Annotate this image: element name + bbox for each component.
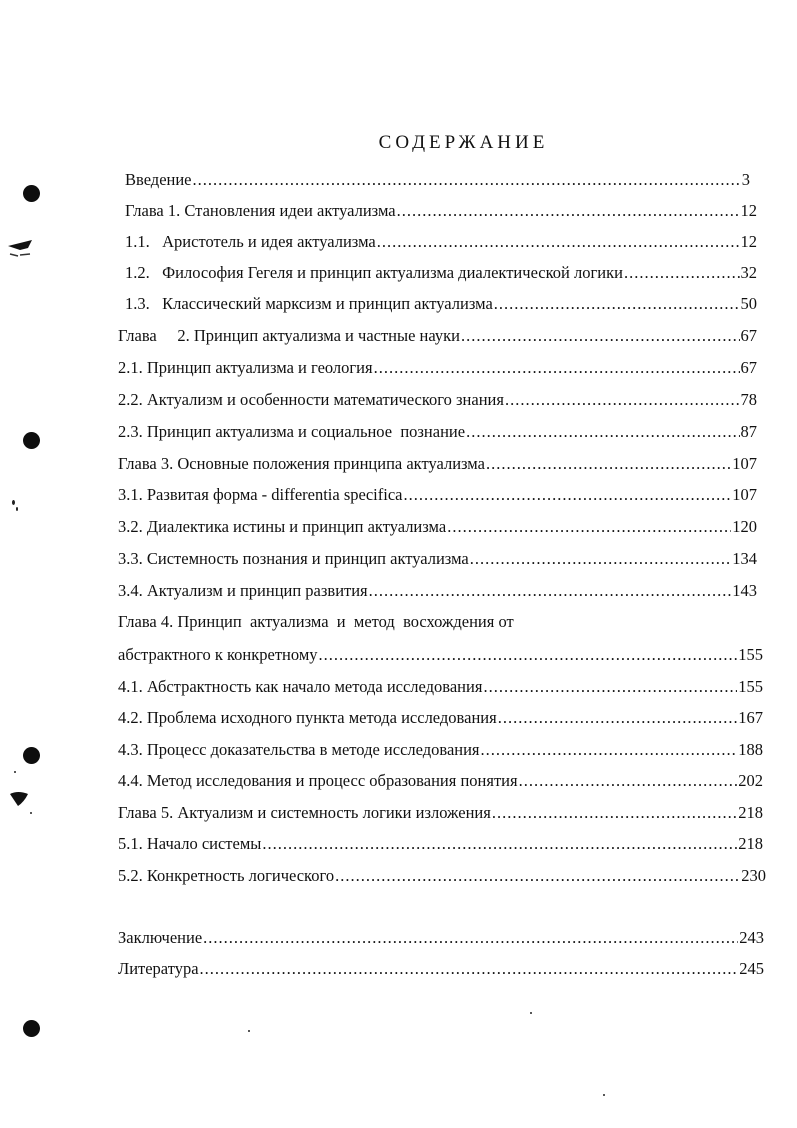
dot-leader: [461, 324, 740, 348]
scan-speck: [14, 771, 16, 773]
toc-label: 3.1. Развитая форма - differentia specifica: [118, 485, 403, 504]
toc-label: 5.1. Начало системы: [118, 834, 262, 853]
toc-entry-1-3: [125, 292, 757, 316]
toc-label: Глава 5. Актуализм и системность логики изложения: [118, 803, 491, 822]
ink-blot-icon: [6, 236, 36, 262]
dot-leader: [193, 168, 741, 192]
toc-entry-2-2: [118, 388, 757, 412]
toc-entry-4-2: [118, 706, 763, 730]
toc-entry-5-1: [118, 832, 763, 856]
toc-entry-4-3: [118, 738, 763, 762]
toc-label: 2.2. Актуализм и особенности математического знания: [118, 390, 504, 409]
toc-entry-chapter-1: [125, 199, 757, 223]
toc-entry-3-3: [118, 547, 757, 571]
punch-hole: [23, 747, 40, 764]
dot-leader: [470, 547, 732, 571]
dot-leader: [335, 864, 740, 888]
scan-speck: [16, 507, 18, 511]
toc-page: 67: [740, 358, 757, 377]
toc-page: 155: [738, 677, 763, 696]
page-title: СОДЕРЖАНИЕ: [378, 132, 549, 153]
toc-page: 107: [732, 454, 757, 473]
toc-page: 143: [732, 581, 757, 600]
toc-entry-conclusion: [118, 926, 764, 950]
dot-leader: [624, 261, 740, 285]
dot-leader: [447, 515, 731, 539]
toc-label: 2.3. Принцип актуализма и социальное познание: [118, 422, 466, 441]
toc-label: 1.1. Аристотель и идея актуализма: [125, 232, 376, 251]
toc-label: 4.3. Процесс доказательства в методе исследования: [118, 740, 480, 759]
toc-page: 50: [740, 294, 757, 313]
scan-speck: [530, 1012, 532, 1014]
punch-hole: [23, 432, 40, 449]
toc-label: 4.4. Метод исследования и процесс образования понятия: [118, 771, 518, 790]
toc-label: 4.2. Проблема исходного пункта метода исследования: [118, 708, 497, 727]
dot-leader: [369, 579, 732, 603]
toc-label: 1.2. Философия Гегеля и принцип актуализма диалектической логики: [125, 263, 623, 282]
toc-entry-4-4: [118, 769, 763, 793]
dot-leader: [505, 388, 740, 412]
dot-leader: [494, 292, 740, 316]
scan-speck: [603, 1094, 605, 1096]
toc-page: 12: [740, 232, 757, 251]
toc-page: 134: [732, 549, 757, 568]
punch-hole: [23, 185, 40, 202]
toc-label: 3.2. Диалектика истины и принцип актуализма: [118, 517, 447, 536]
toc-label: Глава 1. Становления идеи актуализма: [125, 201, 396, 220]
toc-entry-chapter-2: [118, 324, 757, 348]
toc-page: 12: [740, 201, 757, 220]
toc-entry-4-1: [118, 675, 763, 699]
toc-page: 120: [732, 517, 757, 536]
toc-entry-1-2: [125, 261, 757, 285]
toc-entry-chapter-4: [118, 610, 757, 634]
toc-page: 167: [738, 708, 763, 727]
toc-entry-3-2: [118, 515, 757, 539]
toc-entry-literature: [118, 957, 764, 981]
toc-label: Заключение: [118, 928, 203, 947]
toc-entry-3-4: [118, 579, 757, 603]
toc-entry-chapter-5: [118, 801, 763, 825]
toc-page: 78: [740, 390, 757, 409]
dot-leader: [377, 230, 740, 254]
dot-leader: [403, 483, 731, 507]
toc-label: Глава 2. Принцип актуализма и частные науки: [118, 326, 460, 345]
toc-page: 218: [738, 803, 763, 822]
toc-page: 87: [740, 422, 757, 441]
dot-leader: [397, 199, 740, 223]
dot-leader: [498, 706, 738, 730]
dot-leader: [374, 356, 740, 380]
toc-entry-chapter-3: [118, 452, 757, 476]
toc-page: 32: [740, 263, 757, 282]
toc-label: Глава 3. Основные положения принципа актуализма: [118, 454, 485, 473]
dot-leader: [200, 957, 739, 981]
toc-page: 107: [732, 485, 757, 504]
toc-label: Литература: [118, 959, 199, 978]
toc-page: 67: [740, 326, 757, 345]
toc-entry-chapter-4-cont: [118, 643, 763, 667]
toc-label: 4.1. Абстрактность как начало метода исследования: [118, 677, 483, 696]
toc-entry-2-3: [118, 420, 757, 444]
toc-entry-5-2: [118, 864, 766, 888]
toc-page: 3: [741, 170, 750, 189]
scan-speck: [12, 500, 15, 505]
toc-entry-3-1: [118, 483, 757, 507]
scan-speck: [30, 812, 32, 814]
toc-label: 3.3. Системность познания и принцип актуализма: [118, 549, 469, 568]
toc-page: 243: [739, 928, 764, 947]
toc-page: 230: [741, 866, 766, 885]
dot-leader: [483, 675, 737, 699]
toc-entry-introduction: [125, 168, 750, 192]
toc-page: 188: [738, 740, 763, 759]
dot-leader: [319, 643, 738, 667]
toc-page: 218: [738, 834, 763, 853]
dot-leader: [262, 832, 737, 856]
dot-leader: [203, 926, 738, 950]
toc-label: абстрактного к конкретному: [118, 645, 318, 664]
toc-entry-2-1: [118, 356, 757, 380]
toc-label: Глава 4. Принцип актуализма и метод восхождения от: [118, 612, 514, 631]
dot-leader: [466, 420, 739, 444]
dot-leader: [519, 769, 738, 793]
toc-label: 5.2. Конкретность логического: [118, 866, 335, 885]
toc-page: 202: [738, 771, 763, 790]
toc-entry-1-1: [125, 230, 757, 254]
dot-leader: [492, 801, 737, 825]
toc-label: 2.1. Принцип актуализма и геология: [118, 358, 373, 377]
dot-leader: [486, 452, 731, 476]
toc-page: 155: [738, 645, 763, 664]
toc-page: 245: [739, 959, 764, 978]
dot-leader: [481, 738, 738, 762]
punch-hole: [23, 1020, 40, 1037]
toc-label: 1.3. Классический марксизм и принцип актуализма: [125, 294, 493, 313]
toc-label: Введение: [125, 170, 192, 189]
ink-blot-icon: [8, 788, 34, 810]
scan-speck: [248, 1030, 250, 1032]
toc-label: 3.4. Актуализм и принцип развития: [118, 581, 368, 600]
